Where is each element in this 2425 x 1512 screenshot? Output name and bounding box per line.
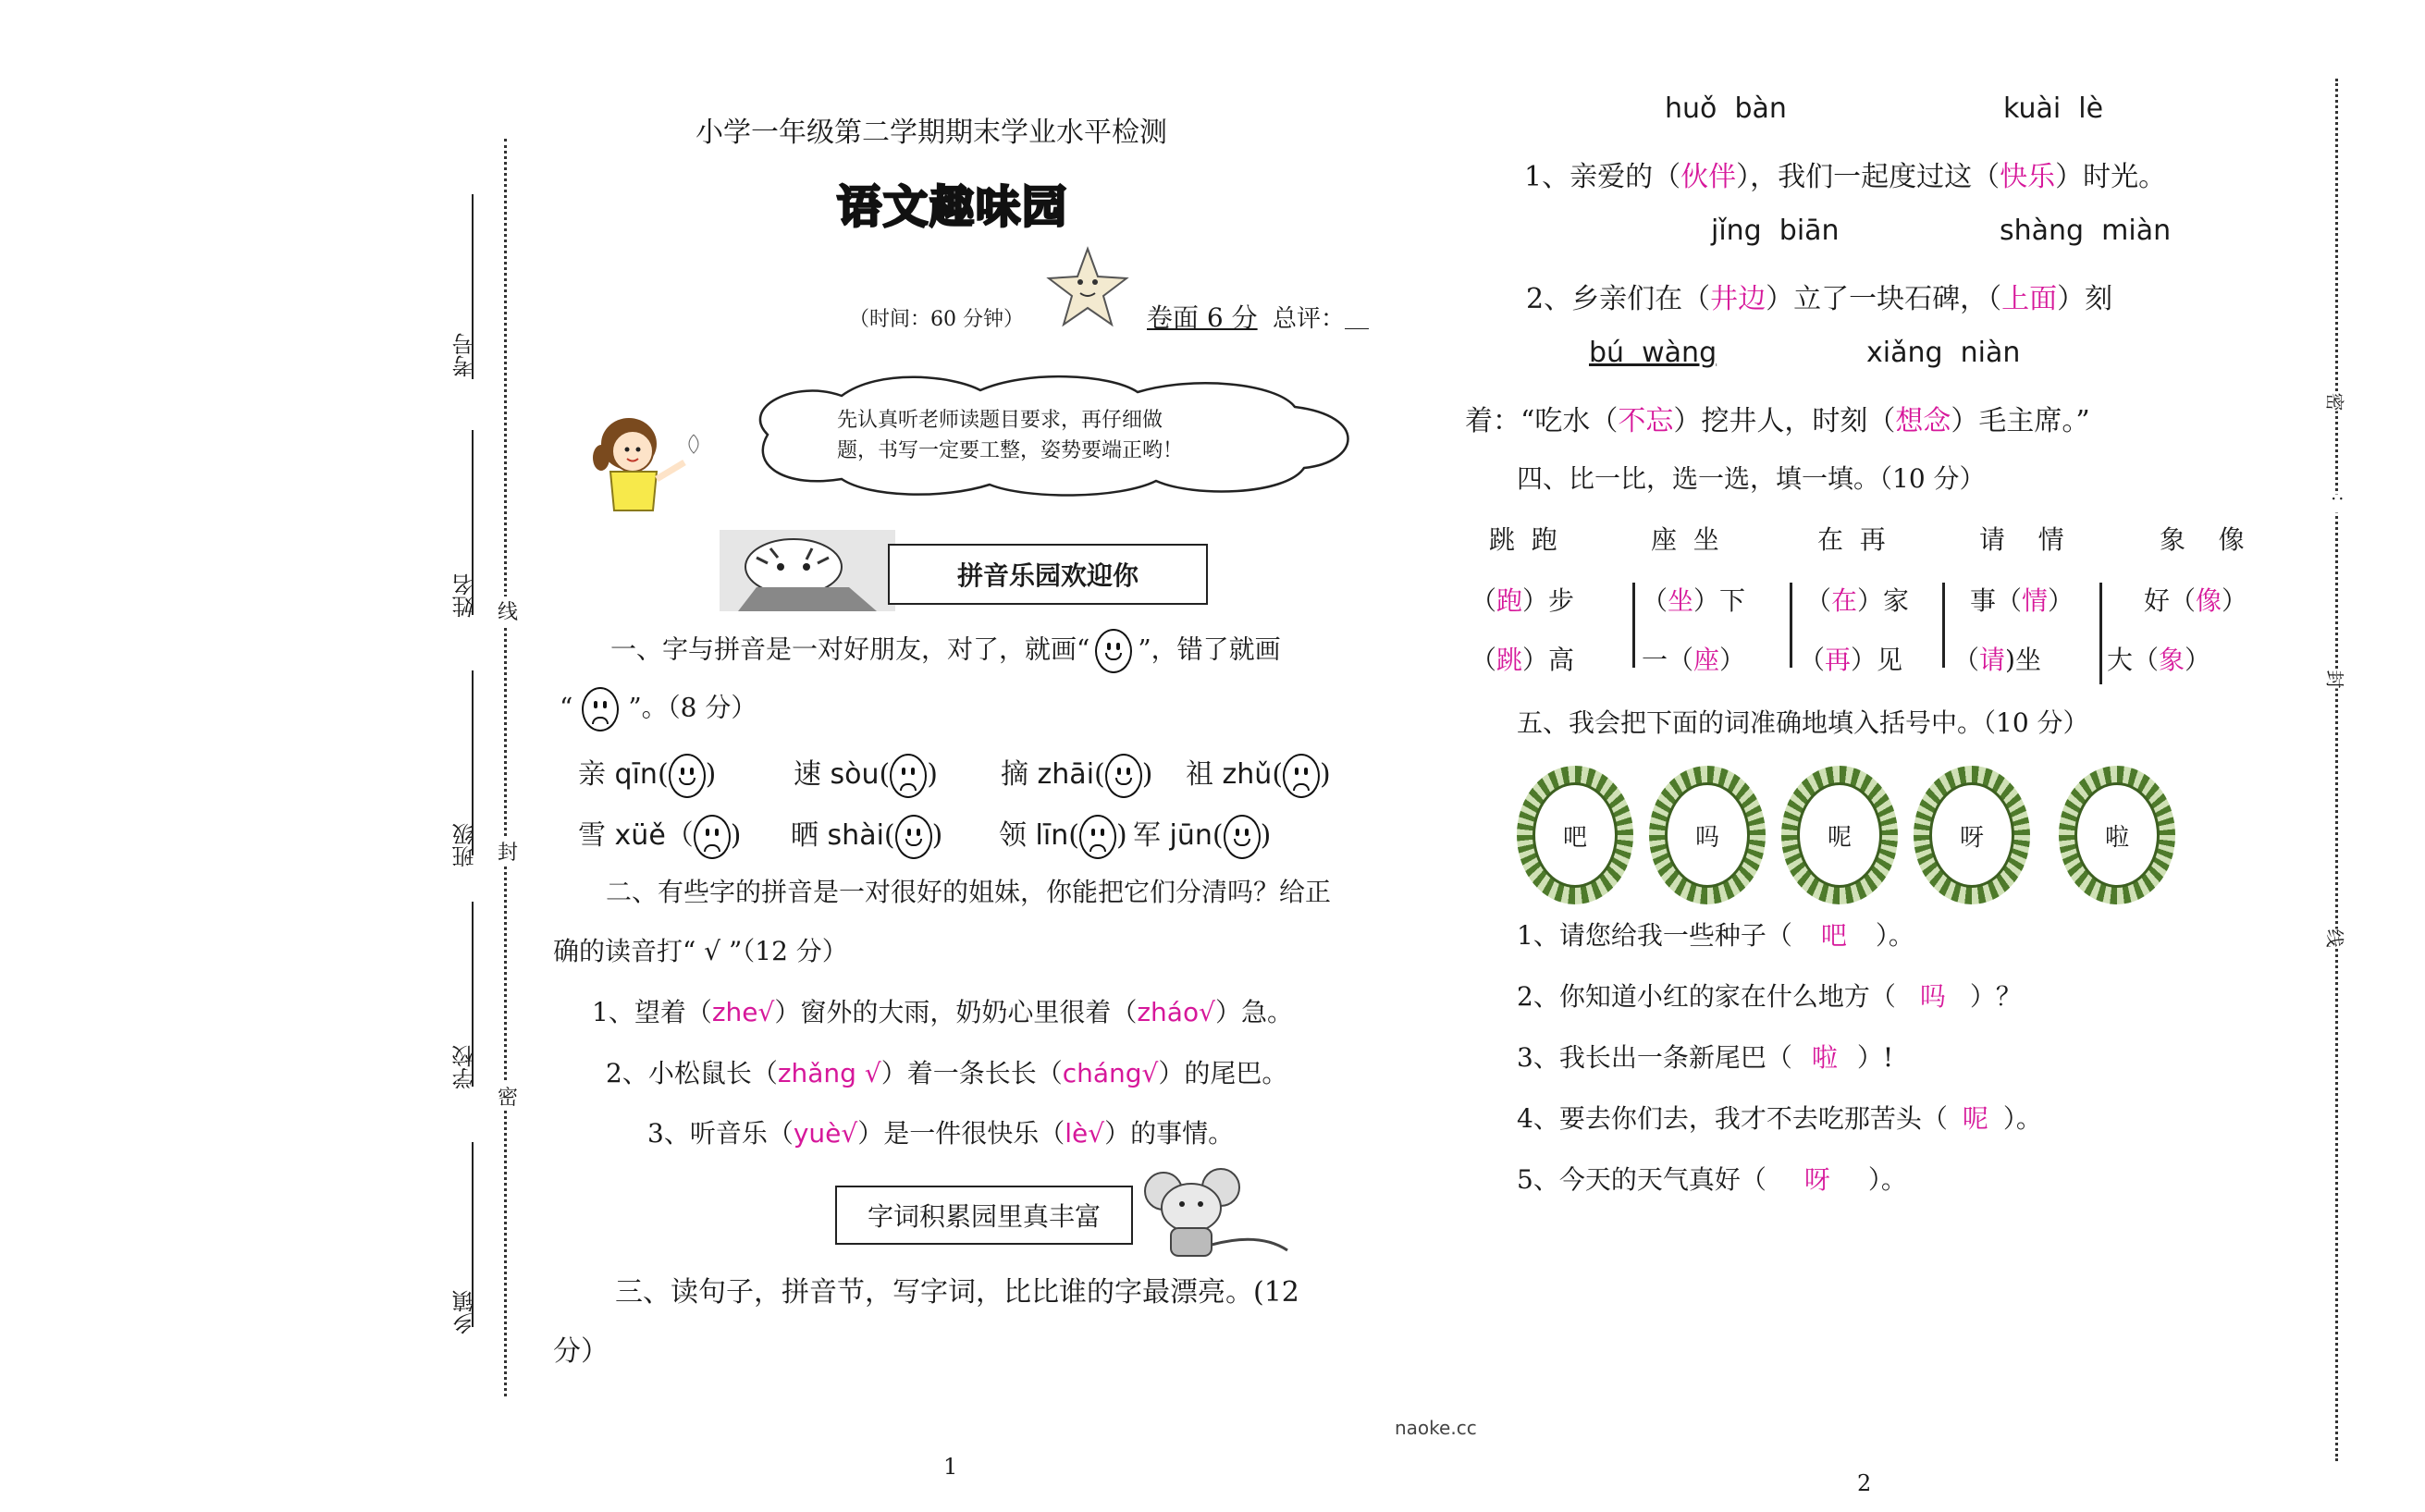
q5-text: 1、请您给我一些种子（: [1517, 920, 1792, 951]
q1-item-char: 晒: [791, 819, 819, 852]
q4-r1-c4: [1970, 581, 2074, 618]
q2-text: ）着一条长长（: [880, 1058, 1063, 1088]
smiley-face-icon: [1105, 754, 1142, 798]
q1-item-8: 军 jūn( ): [1133, 812, 1271, 859]
q1-item-5: 雪 xüě（ ): [578, 812, 742, 859]
q1-item-pinyin: sòu: [830, 758, 880, 791]
page-number-2: 2: [1857, 1470, 1872, 1496]
q4-text: 大（: [2107, 645, 2160, 675]
q3-text: ）刻: [2057, 283, 2113, 315]
q5-text: ）。: [2002, 1103, 2042, 1134]
q5-line-3: [1517, 1038, 1893, 1075]
q1-item-4: 祖 zhǔ( ): [1186, 751, 1331, 798]
q2-text: 2、小松鼠长（: [606, 1058, 778, 1088]
q5-text: ）？: [1969, 981, 2022, 1012]
q4-pair-2: 座 坐: [1651, 524, 1719, 555]
q3-instruction-line2: 分）: [553, 1335, 609, 1368]
q5-answer: 吗: [1919, 981, 1946, 1012]
q4-text: （: [1642, 585, 1668, 616]
q4-divider: [1790, 583, 1792, 668]
sad-face-icon: [890, 754, 927, 798]
sad-face-icon: [1079, 815, 1116, 859]
q5-answer: 啦: [1811, 1042, 1838, 1073]
q3-text: ）时光。: [2055, 161, 2167, 193]
q2-text: ）是一件很快乐（: [857, 1118, 1065, 1149]
q4-pair-1: 跳 跑: [1489, 524, 1557, 555]
binding-xian: 线: [498, 596, 518, 625]
q4-answer: 跑: [1496, 585, 1523, 616]
q3-sentence-2: [1526, 276, 2112, 316]
word-flower-text: 啦: [2074, 782, 2160, 888]
q3-answer: 上面: [2001, 283, 2058, 315]
q1-item-char: 雪: [578, 819, 606, 852]
q1-item-char: 摘: [1001, 758, 1028, 791]
q3-answer: 快乐: [2000, 161, 2056, 193]
watermark: naoke.cc: [1395, 1417, 1477, 1439]
q5-line-4: [1517, 1099, 2042, 1136]
q3-text: ），我们一起度过这（: [1736, 161, 2000, 193]
right-binding-dotted-line: [2335, 79, 2338, 1461]
q1-item-1: 亲 qīn( ): [578, 751, 716, 798]
word-flower: [1649, 766, 1766, 904]
q2-line-3: [647, 1113, 1234, 1150]
instruction-line-1: 先认真听老师读题目要求，再仔细做: [837, 409, 1163, 432]
exam-title: 小学一年级第二学期期末学业水平检测: [695, 117, 1167, 149]
q1-item-3: 摘 zhāi( ): [1001, 751, 1152, 798]
school-label: 学校: [452, 1045, 478, 1089]
smiley-face-icon: [1095, 629, 1132, 673]
q4-text: 一（: [1642, 645, 1694, 675]
subject-title: 语文趣味园: [837, 181, 1069, 233]
q3-pinyin-3a: bú wàng: [1589, 337, 1717, 369]
q1-item-pinyin: līn: [1035, 819, 1069, 852]
pinyin-section-banner-text: 拼音乐园欢迎你: [956, 560, 1139, 591]
q5-text: 4、要去你们去，我才不去吃那苦头（: [1517, 1103, 1948, 1134]
q4-text: ）下: [1693, 585, 1746, 616]
q1-item-char: 亲: [578, 758, 606, 791]
q5-text: 3、我长出一条新尾巴（: [1517, 1042, 1792, 1073]
q4-r1-c2: [1642, 581, 1745, 618]
name-label: 姓名: [452, 573, 478, 618]
q2-text: 1、望着（: [592, 997, 712, 1027]
instruction-line-2: 题，书写一定要工整，姿势要端正哟！: [837, 439, 1184, 462]
right-binding-colon: ：: [2327, 495, 2354, 513]
right-binding-mi: 密: [2323, 393, 2350, 412]
q4-r2-c1: [1471, 640, 1574, 677]
q3-answer: 井边: [1710, 283, 1766, 315]
q5-line-2: [1517, 977, 2022, 1014]
q3-pinyin-1b: kuài lè: [2003, 92, 2104, 125]
q1-text-c: “: [560, 692, 573, 723]
q3-pinyin-1a: huǒ bàn: [1665, 92, 1787, 125]
q2-line-2: [606, 1053, 1287, 1090]
q1-item-2: 速 sòu( ): [794, 751, 938, 798]
q1-item-char: 祖: [1186, 758, 1213, 791]
q2-answer: zháo√: [1137, 997, 1215, 1027]
q4-answer: 再: [1825, 645, 1852, 675]
q4-answer: 象: [2159, 645, 2185, 675]
q1-item-pinyin: jūn: [1169, 819, 1212, 852]
q1-item-pinyin: xüě: [614, 819, 666, 852]
town-label: 乡镇: [452, 1290, 478, 1334]
q2-answer: zhe√: [711, 997, 775, 1027]
binding-mi: 密: [498, 1082, 518, 1111]
q4-answer: 跳: [1496, 645, 1523, 675]
word-flower-text: 呢: [1797, 782, 1882, 888]
q1-item-char: 军: [1133, 819, 1161, 852]
q4-r1-c3: [1805, 581, 1909, 618]
q3-pinyin-2b: shàng miàn: [2000, 215, 2172, 247]
girl-illustration: [592, 407, 721, 518]
binding-feng: 封: [498, 837, 518, 866]
q4-r2-c2: [1642, 640, 1745, 677]
q4-text: ）家: [1857, 585, 1910, 616]
q3-text: ）挖井人，时刻（: [1673, 405, 1896, 437]
words-section-banner: [835, 1186, 1133, 1245]
q1-item-pinyin: zhǔ: [1222, 758, 1273, 791]
q4-text: ）: [2222, 585, 2248, 616]
exam-number-label: 考号: [452, 333, 478, 377]
q2-text: ）窗外的大雨，奶奶心里很着（: [774, 997, 1138, 1027]
q3-text: 着：“吃水（: [1465, 405, 1619, 437]
q2-answer: lè√: [1065, 1118, 1105, 1149]
tiger-illustration: [720, 530, 895, 611]
smiley-face-icon: [1224, 815, 1261, 859]
q5-line-5: [1517, 1160, 1907, 1197]
q1-instruction-line2: [560, 687, 757, 731]
word-flower: [2059, 766, 2175, 904]
q1-item-7: 领 līn( ): [999, 812, 1127, 859]
q1-text-a: 一、字与拼音是一对好朋友，对了，就画“: [610, 633, 1090, 665]
q3-text: ）毛主席。”: [1951, 405, 2090, 437]
q4-text: ）: [2185, 645, 2211, 675]
q2-instruction-line2: 确的读音打“ √ ”（12 分）: [553, 936, 848, 966]
q4-r2-c5: [2107, 640, 2210, 677]
q3-text: 2、乡亲们在（: [1526, 283, 1711, 315]
q1-item-6: 晒 shài( ): [791, 812, 942, 859]
q4-text: （: [1953, 645, 1980, 675]
q2-answer: zhǎng √: [777, 1058, 881, 1088]
q2-instruction-line1: 二、有些字的拼音是一对很好的姐妹，你能把它们分清吗？给正: [606, 877, 1332, 907]
sad-face-icon: [582, 687, 619, 731]
q4-text: 事（: [1970, 585, 2023, 616]
q4-r2-c4: [1953, 640, 2041, 677]
q3-sentence-1: [1524, 154, 2166, 194]
name-blank: [472, 430, 474, 615]
q4-r2-c3: [1799, 640, 1902, 677]
q4-answer: 座: [1693, 645, 1720, 675]
q4-divider: [1942, 583, 1945, 668]
q5-text: 5、今天的天气真好（: [1517, 1164, 1766, 1195]
q4-pair-3: 在 再: [1817, 524, 1886, 555]
q4-r1-c5: [2144, 581, 2247, 618]
q2-answer: cháng√: [1062, 1058, 1159, 1088]
q4-text: ）见: [1851, 645, 1903, 675]
smiley-face-icon: [895, 815, 932, 859]
word-flower-text: 吧: [1533, 782, 1618, 888]
word-flower: [1517, 766, 1633, 904]
sad-face-icon: [694, 815, 731, 859]
q5-text: ）。: [1875, 920, 1914, 951]
q4-answer: 情: [2022, 585, 2049, 616]
q1-instruction-line1: [610, 629, 1281, 673]
q3-answer: 不忘: [1618, 405, 1674, 437]
q5-answer: 呢: [1962, 1103, 1988, 1134]
neatness-score: 卷面 6 分: [1147, 302, 1258, 333]
q4-text: （: [1805, 585, 1832, 616]
town-blank: [472, 1142, 474, 1327]
smiley-face-icon: [669, 754, 706, 798]
q5-text: 2、你知道小红的家在什么地方（: [1517, 981, 1896, 1012]
q2-text: ）的事情。: [1104, 1118, 1235, 1149]
q2-text: ）的尾巴。: [1158, 1058, 1288, 1088]
right-binding-xian: 线: [2323, 929, 2350, 948]
q4-pair-4: 请 情: [1979, 524, 2064, 555]
q4-answer: 请: [1979, 645, 2006, 675]
word-flower-text: 呀: [1929, 782, 2014, 888]
q3-pinyin-3b: xiǎng niàn: [1866, 337, 2021, 369]
q1-item-char: 速: [794, 758, 821, 791]
q1-item-pinyin: zhāi: [1037, 758, 1095, 791]
q1-text-b: ”，错了就画: [1138, 633, 1281, 665]
q5-answer: 吧: [1820, 920, 1847, 951]
q5-text: ）。: [1867, 1164, 1907, 1195]
class-label: 班级: [452, 823, 478, 867]
star-mascot-image: [1045, 245, 1130, 330]
q2-answer: yuè√: [793, 1118, 858, 1149]
q4-answer: 坐: [1668, 585, 1694, 616]
mouse-illustration: [1130, 1167, 1297, 1260]
q2-text: 3、听音乐（: [647, 1118, 794, 1149]
binding-dotted-line: [504, 139, 507, 1396]
q4-divider: [1632, 583, 1635, 668]
q4-text: （: [1799, 645, 1826, 675]
q4-title: 四、比一比，选一选，填一填。（10 分）: [1517, 463, 1986, 494]
q4-text: ）: [1719, 645, 1746, 675]
class-blank: [472, 670, 474, 855]
school-blank: [472, 902, 474, 1087]
word-flower: [1781, 766, 1898, 904]
q4-r1-c1: [1471, 581, 1574, 618]
sad-face-icon: [1283, 754, 1320, 798]
words-section-banner-text: 字词积累园里真丰富: [867, 1201, 1101, 1232]
q4-answer: 像: [2196, 585, 2222, 616]
q3-answer: 伙伴: [1680, 161, 1737, 193]
q4-text: ）: [2048, 585, 2074, 616]
q4-text: )坐: [2005, 645, 2041, 675]
q2-line-1: [592, 992, 1293, 1029]
q5-text: ）!: [1856, 1042, 1894, 1073]
q4-text: ）步: [1522, 585, 1575, 616]
q5-line-1: [1517, 916, 1914, 953]
word-flower-text: 吗: [1665, 782, 1750, 888]
pinyin-section-banner: [888, 544, 1208, 605]
q4-text: （: [1471, 585, 1497, 616]
q3-answer: 想念: [1895, 405, 1951, 437]
q4-divider: [2099, 583, 2102, 684]
right-binding-feng: 封: [2323, 670, 2350, 689]
q3-text: 1、亲爱的（: [1524, 161, 1681, 193]
q5-title: 五、我会把下面的词准确地填入括号中。（10 分）: [1517, 707, 2089, 738]
q5-answer: 呀: [1803, 1164, 1830, 1195]
q1-item-char: 领: [999, 819, 1027, 852]
q4-text: 好（: [2144, 585, 2197, 616]
q1-text-d: ”。（8 分）: [628, 692, 757, 723]
exam-time: （时间：60 分钟）: [849, 308, 1024, 331]
exam-number-blank: [472, 194, 474, 379]
q2-text: ）急。: [1214, 997, 1293, 1027]
total-score: 总评：＿: [1273, 305, 1370, 333]
q4-text: （: [1471, 645, 1497, 675]
q4-text: ）高: [1522, 645, 1575, 675]
q1-item-pinyin: qīn: [614, 758, 658, 791]
page-number-1: 1: [943, 1454, 958, 1480]
q1-item-pinyin: shài: [827, 819, 884, 852]
q3-text: ）立了一块石碑，（: [1766, 283, 2002, 315]
q3-sentence-3: [1465, 398, 2090, 438]
q3-pinyin-2a: jǐng biān: [1711, 215, 1840, 247]
q4-answer: 在: [1831, 585, 1858, 616]
q4-pair-5: 象 像: [2160, 524, 2245, 555]
word-flower: [1914, 766, 2030, 904]
q3-instruction-line1: 三、读句子，拼音节，写字词，比比谁的字最漂亮。(12: [615, 1276, 1299, 1309]
